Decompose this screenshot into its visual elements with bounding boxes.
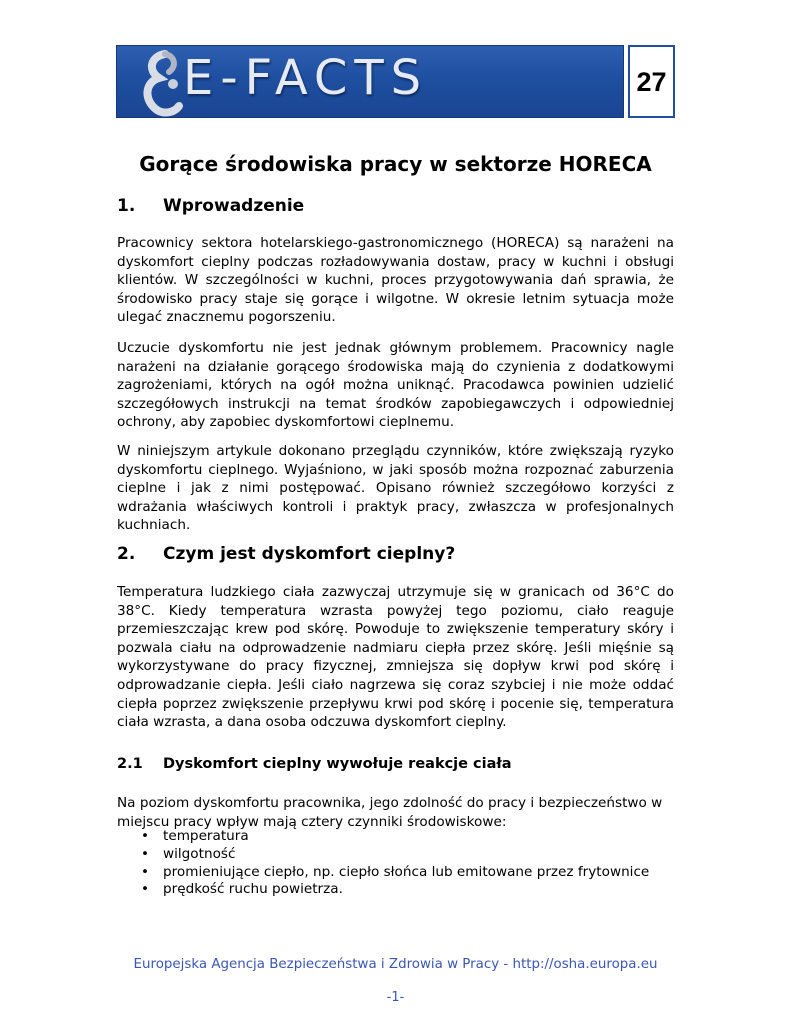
list-item: [117, 881, 674, 899]
section-1-paragraph-3: W niniejszym artykule dokonano przeglądu czynników, które zwiększają ryzyko dyskomfortu cieplnego. Wyjaśniono, w jaki sposób można rozpoznać zaburzenia cieplne i jak z nimi postępować. Opisano również szczegółowo korzyści z wdrażania właściwych kontroli i praktyk pracy, zwłaszcza w profesjonalnych kuchniach.: [117, 443, 674, 534]
section-2-1-number: 2.1: [117, 756, 143, 772]
document-title: Gorące środowiska pracy w sektorze HORECA: [139, 152, 652, 176]
brand-title: E-FACTS: [183, 50, 429, 106]
section-2-1-intro: Na poziom dyskomfortu pracownika, jego zdolność do pracy i bezpieczeństwo w miejscu pracy wpływ mają cztery czynniki środowiskowe:: [117, 795, 663, 830]
section-1-number: 1.: [117, 196, 136, 216]
factor-list: [117, 828, 674, 899]
list-item-text: promieniujące ciepło, np. ciepło słońca lub emitowane przez frytownice: [163, 863, 650, 880]
list-item-text: prędkość ruchu powietrza.: [163, 881, 343, 898]
section-2-number: 2.: [117, 544, 136, 564]
list-item: [117, 846, 674, 864]
section-1-paragraph-1: Pracownicy sektora hotelarskiego-gastronomicznego (HORECA) są narażeni na dyskomfort cieplny podczas rozładowywania dostaw, pracy w kuchni i obsługi klientów. W szczególności w kuchni, proces przygotowywania dań sprawia, że środowisko pracy staje się gorące i wilgotne. W okresie letnim sytuacja może ulegać znacznemu pogorszeniu.: [117, 235, 674, 326]
bullet-icon: •: [141, 863, 150, 880]
section-2-paragraph-1: Temperatura ludzkiego ciała zazwyczaj utrzymuje się w granicach od 36°C do 38°C. Kiedy temperatura wzrasta powyżej tego poziomu, ciało reaguje przemieszczając krew pod skórę. Powoduje to zwiększenie temperatury skóry i pozwala ciału na odprowadzenie nadmiaru ciepła przez skórę. Jeśli mięśnie są wykorzystywane do pracy fizycznej, zmniejsza się dopływ krwi pod skórę i odprowadzanie ciepła. Jeśli ciało nagrzewa się coraz szybciej i nie może oddać ciepła poprzez zwiększenie przepływu krwi pod skórę i pocenie się, temperatura ciała wzrasta, a dana osoba odczuwa dyskomfort cieplny.: [117, 584, 674, 731]
banner-background: [116, 45, 624, 118]
section-2-1-title: Dyskomfort cieplny wywołuje reakcje ciała: [163, 756, 512, 772]
header-banner: [116, 45, 675, 118]
issue-number: 27: [636, 67, 667, 97]
list-item-text: wilgotność: [163, 845, 236, 862]
bullet-icon: •: [141, 881, 150, 898]
bullet-icon: •: [141, 828, 150, 844]
section-2-1-heading: [117, 756, 512, 772]
list-item: [117, 864, 674, 882]
section-1-heading: [117, 196, 304, 216]
list-item: [117, 828, 674, 846]
agency-logo-icon: [135, 48, 187, 117]
section-2-heading: [117, 544, 455, 564]
footer-agency-link[interactable]: Europejska Agencja Bezpieczeństwa i Zdrowia w Pracy - http://osha.europa.eu: [133, 957, 658, 972]
list-item-text: temperatura: [163, 828, 249, 844]
section-1-title: Wprowadzenie: [163, 196, 305, 216]
section-1-paragraph-2: Uczucie dyskomfortu nie jest jednak głównym problemem. Pracownicy nagle narażeni na działanie gorącego środowiska mają do czynienia z dodatkowymi zagrożeniami, których na ogół można uniknąć. Pracodawca powinien udzielić szczegółowych instrukcji na temat środków zapobiegawczych i odpowiedniej ochrony, aby zapobiec dyskomfortowi cieplnemu.: [117, 340, 674, 431]
bullet-icon: •: [141, 845, 150, 862]
page-number: -1-: [386, 990, 405, 1005]
issue-number-box: [628, 45, 675, 118]
section-2-title: Czym jest dyskomfort cieplny?: [163, 544, 456, 564]
